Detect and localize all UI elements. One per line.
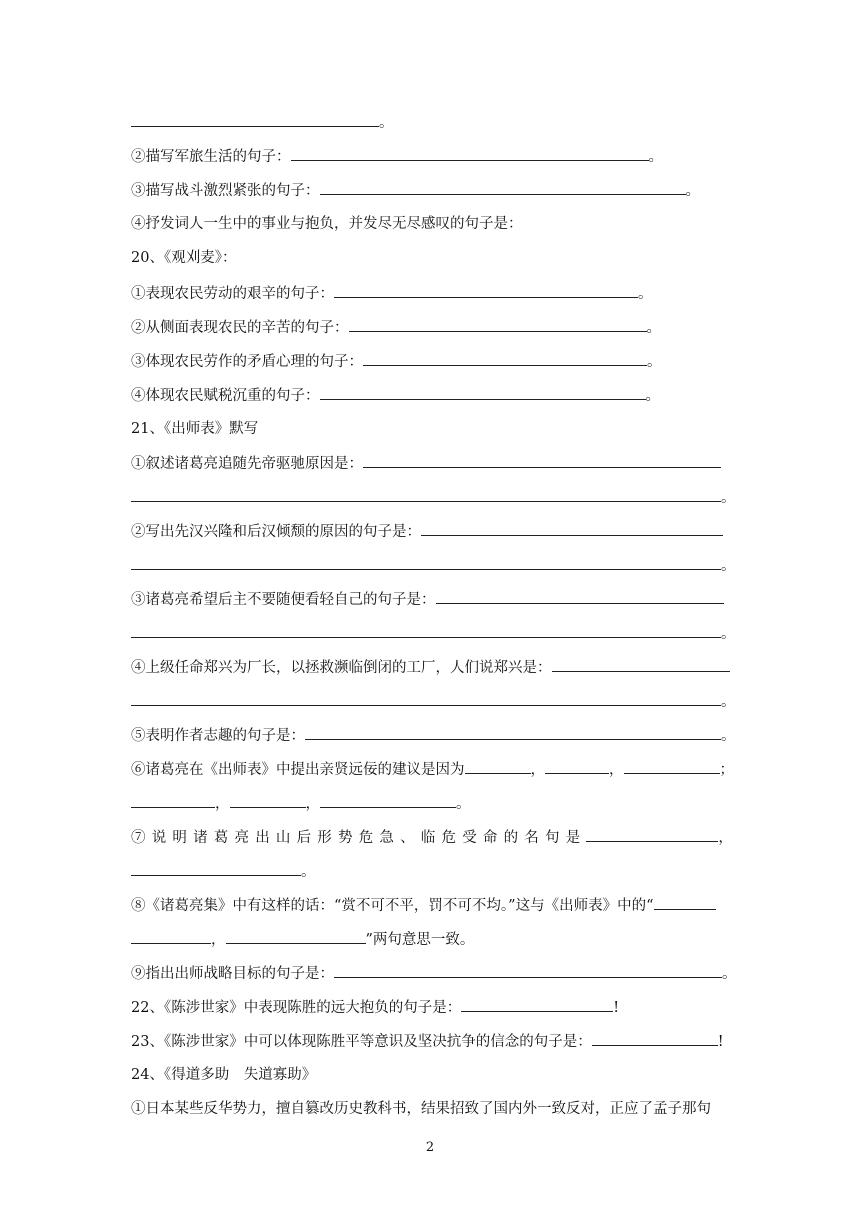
line-military-life: ②描写军旅生活的句子： 。 <box>131 146 663 167</box>
answer-blank[interactable] <box>349 317 647 332</box>
line-21-2-cont: 。 <box>131 555 736 576</box>
answer-blank[interactable] <box>131 861 301 876</box>
section-20-heading: 20、《观刈麦》： <box>131 250 237 266</box>
line-21-6: ⑥诸葛亮在《出师表》中提出亲贤远佞的建议是因为 ， ， ； <box>131 759 734 780</box>
line-21-8-cont: ， ”两句意思一致。 <box>131 929 474 950</box>
line-20-4: ④体现农民赋税沉重的句子： 。 <box>131 385 660 406</box>
answer-blank[interactable] <box>320 180 686 195</box>
answer-blank[interactable] <box>461 997 613 1012</box>
answer-blank[interactable] <box>131 929 211 944</box>
answer-blank[interactable] <box>131 112 379 127</box>
line-21-1: ①叙述诸葛亮追随先帝驱驰原因是： <box>131 453 721 474</box>
line-21-3-cont: 。 <box>131 623 736 644</box>
section-22: 22、《陈涉世家》中表现陈胜的远大抱负的句子是： ! <box>131 997 619 1018</box>
answer-blank[interactable] <box>131 555 721 570</box>
answer-blank[interactable] <box>624 759 720 774</box>
answer-blank[interactable] <box>421 521 723 536</box>
answer-blank[interactable] <box>230 793 306 808</box>
line-20-3: ③体现农民劳作的矛盾心理的句子： 。 <box>131 351 662 372</box>
line-21-1-cont: 。 <box>131 487 736 508</box>
answer-blank[interactable] <box>436 589 724 604</box>
line-20-2: ②从侧面表现农民的辛苦的句子： 。 <box>131 317 661 338</box>
answer-blank[interactable] <box>552 657 730 672</box>
answer-blank[interactable] <box>592 1031 718 1046</box>
line-21-3: ③诸葛亮希望后主不要随便看轻自己的句子是： <box>131 589 724 610</box>
line-ambition: ④抒发词人一生中的事业与抱负，并发尽无尽感叹的句子是： <box>131 216 523 232</box>
line-21-5: ⑤表明作者志趣的句子是： 。 <box>131 725 736 746</box>
answer-blank[interactable] <box>291 146 649 161</box>
answer-blank[interactable] <box>654 895 716 910</box>
line-21-6-cont: ， ， 。 <box>131 793 471 814</box>
answer-blank[interactable] <box>334 963 722 978</box>
answer-blank[interactable] <box>131 623 721 638</box>
line-21-9: ⑨指出出师战略目标的句子是： 。 <box>131 963 737 984</box>
line-continuation: 。 <box>131 112 394 133</box>
answer-blank[interactable] <box>320 793 456 808</box>
page-number: 2 <box>425 1140 435 1155</box>
answer-blank[interactable] <box>465 759 531 774</box>
answer-blank[interactable] <box>305 725 721 740</box>
answer-blank[interactable] <box>363 453 721 468</box>
line-21-7: ⑦说明诸葛亮出山后形势危急、临危受命的名句是 ， <box>131 827 733 848</box>
line-21-4-cont: 。 <box>131 691 736 712</box>
answer-blank[interactable] <box>131 487 721 502</box>
answer-blank[interactable] <box>363 351 647 366</box>
line-20-1: ①表现农民劳动的艰辛的句子： 。 <box>131 283 653 304</box>
answer-blank[interactable] <box>131 793 215 808</box>
section-24-heading: 24、《得道多助 失道寡助》 <box>131 1067 317 1083</box>
line-21-2: ②写出先汉兴隆和后汉倾颓的原因的句子是： <box>131 521 723 542</box>
line-21-8: ⑧《诸葛亮集》中有这样的话：“赏不可不平，罚不可不均。”这与《出师表》中的“ <box>131 895 716 916</box>
answer-blank[interactable] <box>320 385 646 400</box>
line-24-1: ①日本某些反华势力，擅自篡改历史教科书，结果招致了国内外一致反对，正应了孟子那句 <box>131 1101 711 1117</box>
answer-blank[interactable] <box>131 691 721 706</box>
section-23: 23、《陈涉世家》中可以体现陈胜平等意识及坚决抗争的信念的句子是： ! <box>131 1031 724 1052</box>
answer-blank[interactable] <box>226 929 366 944</box>
answer-blank[interactable] <box>545 759 609 774</box>
section-21-heading: 21、《出师表》默写 <box>131 421 259 437</box>
line-battle: ③描写战斗激烈紧张的句子： 。 <box>131 180 700 201</box>
line-21-7-cont: 。 <box>131 861 316 882</box>
answer-blank[interactable] <box>586 827 718 842</box>
line-21-4: ④上级任命郑兴为厂长，以拯救濒临倒闭的工厂，人们说郑兴是： <box>131 657 730 678</box>
answer-blank[interactable] <box>334 283 638 298</box>
